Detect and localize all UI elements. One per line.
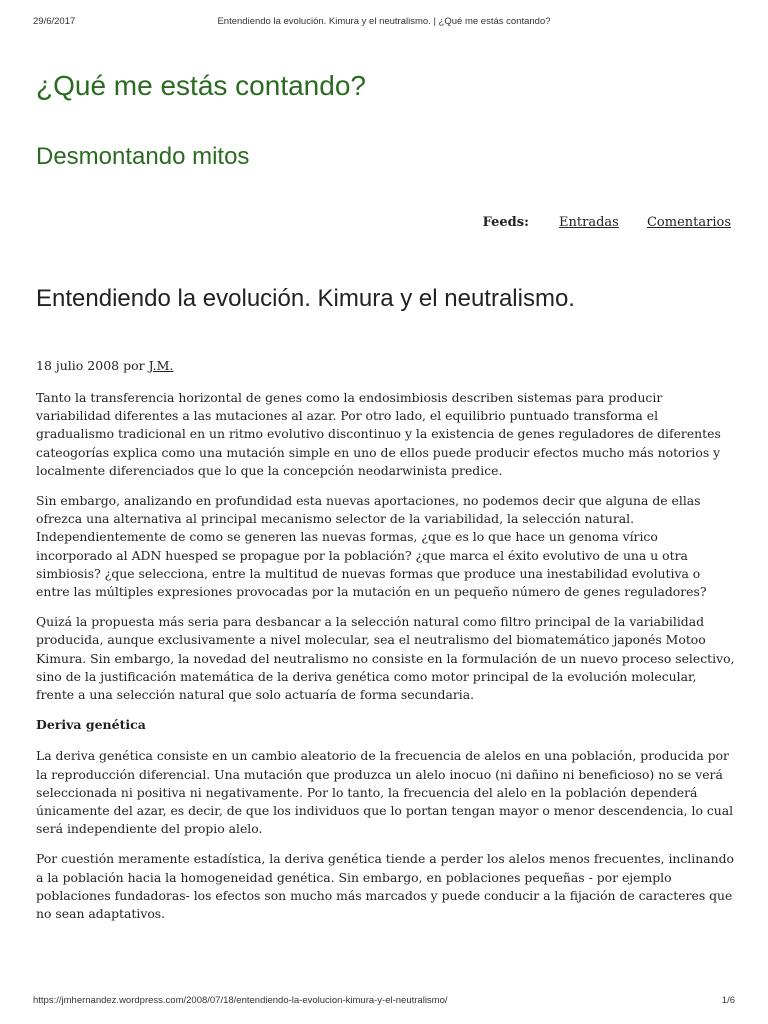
paragraph: Por cuestión meramente estadística, la deriva genética tiende a perder los alelos menos frecuentes, inclinando a la población hacia la homogeneidad genética. Sin embargo, en poblaciones pequeñas - por ejemplo poblaciones fundadoras- los efectos son mucho más marcados y puede conducir a la fijación de caracteres que no sean adaptativos. <box>36 851 735 922</box>
print-url: https://jmhernandez.wordpress.com/2008/07/18/entendiendo-la-evolucion-kimura-y-el-neutralismo/ <box>33 995 448 1006</box>
section-heading: Deriva genética <box>36 717 146 733</box>
print-header <box>33 16 735 30</box>
feeds-bar <box>483 215 731 230</box>
print-page-title: Entendiendo la evolución. Kimura y el neutralismo. | ¿Qué me estás contando? <box>217 16 551 27</box>
feed-comments-link[interactable]: Comentarios <box>646 215 731 230</box>
post-by: por <box>123 358 145 373</box>
paragraph: Tanto la transferencia horizontal de genes como la endosimbiosis describen sistemas para producir variabilidad diferentes a las mutaciones al azar. Por otro lado, el equilibrio puntuado transforma el gradualismo tradicional en un ritmo evolutivo discontinuo y la existencia de genes reguladores de diferentes cateogorías explica como una mutación simple en uno de ellos puede producir efectos mucho más notorios y localmente diferenciados que lo que la concepción neodarwinista predice. <box>36 390 721 478</box>
post-meta <box>36 358 173 373</box>
post-author-link[interactable]: J.M. <box>148 358 174 373</box>
print-footer <box>33 995 735 1009</box>
feed-entries-link[interactable]: Entradas <box>559 215 619 230</box>
page-number: 1/6 <box>721 995 735 1006</box>
site-tagline: Desmontando mitos <box>36 143 250 170</box>
paragraph: Sin embargo, analizando en profundidad esta nuevas aportaciones, no podemos decir que alguna de ellas ofrezca una alternativa al principal mecanismo selector de la variabilidad, la selección natural. Independientemente de como se generen las nuevas formas, ¿que es lo que hace un genoma vírico incorporado al ADN huesped se propague por la población? ¿que marca el éxito evolutivo de una u otra simbiosis? ¿que selecciona, entre la multitud de nuevas formas que produce una inestabilidad evolutiva o entre las múltiples expresiones provocadas por la mutación en un pequeño número de genes reguladores? <box>36 493 707 600</box>
feeds-label: Feeds: <box>482 215 529 230</box>
post-date: 18 julio 2008 <box>36 358 120 373</box>
site-title[interactable]: ¿Qué me estás contando? <box>36 70 366 101</box>
paragraph: La deriva genética consiste en un cambio aleatorio de la frecuencia de alelos en una población, producida por la reproducción diferencial. Una mutación que produzca un alelo inocuo (ni dañino ni beneficioso) no se verá seleccionada ni positiva ni negativamente. Por lo tanto, la frecuencia del alelo en la población dependerá únicamente del azar, es decir, de que los individuos que lo portan tengan mayor o menor descendencia, lo cual será independiente del propio alelo. <box>36 748 734 837</box>
paragraph: Quizá la propuesta más seria para desbancar a la selección natural como filtro principal de la variabilidad producida, aunque exclusivamente a nivel molecular, sea el neutralismo del biomatemático japonés Motoo Kimura. Sin embargo, la novedad del neutralismo no consiste en la formulación de un nuevo proceso selectivo, sino de la justificación matemática de la deriva genética como motor principal de la evolución molecular, frente a una selección natural que solo actuaría de forma secundaria. <box>36 614 735 703</box>
print-date: 29/6/2017 <box>33 16 76 27</box>
post-content <box>36 389 736 935</box>
post-title: Entendiendo la evolución. Kimura y el neutralismo. <box>36 285 575 312</box>
